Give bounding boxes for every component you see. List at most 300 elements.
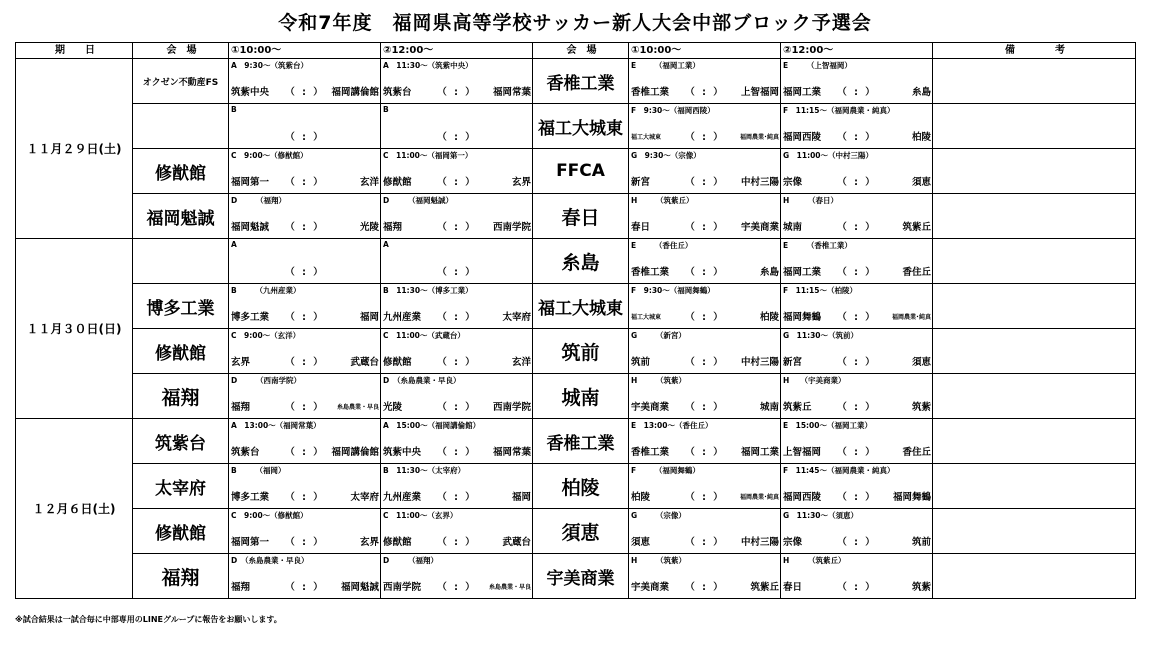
match-header: C 9:00～（修猷館）: [231, 511, 308, 520]
match-header: D （西南学院）: [231, 376, 301, 385]
home-team: 九州産業: [383, 312, 422, 323]
header-slot-3: ①10:00～: [629, 43, 781, 59]
match-header: A 13:00～（福岡常葉）: [231, 421, 321, 430]
venue-cell: 福翔: [133, 554, 229, 599]
match-line: [231, 444, 379, 458]
match-header: F 11:15～（柏陵）: [783, 286, 857, 295]
away-team: 福岡農業･純真: [891, 313, 931, 321]
match-header: D （糸島農業・早良）: [231, 556, 309, 565]
match-line: [231, 129, 379, 143]
match-cell: [629, 104, 781, 149]
home-team: 宇美商業: [631, 582, 670, 593]
home-team: 博多工業: [231, 492, 270, 503]
footer-note: ※試合結果は一試合毎に中部専用のLINEグループに報告をお願いします。: [15, 615, 282, 624]
match-cell: [781, 194, 933, 239]
venue-cell: 春日: [533, 194, 629, 239]
match-cell: [781, 419, 933, 464]
away-team: 武蔵台: [502, 537, 531, 548]
away-team: 玄界: [359, 537, 379, 548]
score-field[interactable]: （ : ）: [685, 177, 725, 188]
score-field[interactable]: （ : ）: [837, 87, 877, 98]
venue-cell: [133, 104, 229, 149]
home-team: 修猷館: [383, 537, 412, 548]
score-field[interactable]: （ : ）: [837, 267, 877, 278]
match-cell: [781, 284, 933, 329]
notes-cell[interactable]: [933, 194, 1136, 239]
score-field[interactable]: （ : ）: [437, 312, 477, 323]
match-line: [231, 579, 379, 593]
match-header: A 9:30～（筑紫台）: [231, 61, 308, 70]
score-field[interactable]: （ : ）: [285, 177, 325, 188]
match-header: H （宇美商業）: [783, 376, 846, 385]
venue-cell: 福工大城東: [533, 284, 629, 329]
away-team: 太宰府: [502, 312, 531, 323]
schedule-row: [16, 329, 1136, 374]
venue-cell: 福翔: [133, 374, 229, 419]
venue-cell: 筑紫台: [133, 419, 229, 464]
home-team: 香椎工業: [631, 87, 670, 98]
match-line: [631, 354, 779, 368]
score-field[interactable]: （ : ）: [285, 447, 325, 458]
match-header: F 11:15～（福岡農業・純真）: [783, 106, 895, 115]
score-field[interactable]: （ : ）: [685, 537, 725, 548]
home-team: 宗像: [783, 537, 803, 548]
header-slot-1: ①10:00～: [229, 43, 381, 59]
match-cell: [381, 419, 533, 464]
score-field[interactable]: （ : ）: [837, 537, 877, 548]
match-cell: [781, 554, 933, 599]
score-field[interactable]: （ : ）: [437, 357, 477, 368]
match-cell: [229, 374, 381, 419]
venue-cell: 宇美商業: [533, 554, 629, 599]
match-line: [783, 579, 931, 593]
date-cell: １１月３０日(日): [16, 239, 133, 419]
venue-cell: 修猷館: [133, 149, 229, 194]
home-team: 福岡第一: [231, 177, 270, 188]
match-line: [231, 399, 379, 413]
header-slot-2: ②12:00～: [381, 43, 533, 59]
match-line: [383, 579, 531, 593]
score-field[interactable]: （ : ）: [837, 357, 877, 368]
away-team: 須恵: [911, 177, 931, 188]
home-team: 宗像: [783, 177, 803, 188]
match-line: [231, 354, 379, 368]
notes-cell[interactable]: [933, 284, 1136, 329]
match-line: [631, 174, 779, 188]
venue-cell: 須恵: [533, 509, 629, 554]
away-team: 福岡舞鶴: [892, 492, 931, 503]
score-field[interactable]: （ : ）: [837, 312, 877, 323]
match-header: G （宗像）: [631, 511, 686, 520]
home-team: 修猷館: [383, 177, 412, 188]
score-field[interactable]: （ : ）: [685, 132, 725, 143]
match-cell: [629, 149, 781, 194]
home-team: 福翔: [383, 222, 403, 233]
score-field[interactable]: （ : ）: [837, 492, 877, 503]
home-team: 福岡工業: [783, 267, 822, 278]
score-field[interactable]: （ : ）: [837, 447, 877, 458]
match-cell: [229, 464, 381, 509]
away-team: 筑紫: [911, 582, 931, 593]
away-team: 福岡農業･純真: [739, 133, 779, 141]
score-field[interactable]: （ : ）: [685, 582, 725, 593]
score-field[interactable]: （ : ）: [285, 267, 325, 278]
match-cell: [629, 329, 781, 374]
away-team: 西南学院: [492, 222, 531, 233]
home-team: 筑紫台: [231, 447, 260, 458]
score-field[interactable]: （ : ）: [437, 222, 477, 233]
venue-cell: 福工大城東: [533, 104, 629, 149]
schedule-row: [16, 239, 1136, 284]
home-team: 春日: [631, 222, 651, 233]
score-field[interactable]: （ : ）: [285, 357, 325, 368]
schedule-row: [16, 554, 1136, 599]
venue-cell: 太宰府: [133, 464, 229, 509]
home-team: 玄界: [231, 357, 251, 368]
match-cell: [781, 59, 933, 104]
score-field[interactable]: （ : ）: [837, 582, 877, 593]
match-header: A 15:00～（福岡講倫館）: [383, 421, 481, 430]
match-header: H （筑紫丘）: [783, 556, 846, 565]
score-field[interactable]: （ : ）: [837, 177, 877, 188]
away-team: 中村三陽: [740, 357, 779, 368]
away-team: 柏陵: [759, 312, 779, 323]
venue-cell: 柏陵: [533, 464, 629, 509]
match-cell: [381, 374, 533, 419]
score-field[interactable]: （ : ）: [685, 222, 725, 233]
match-cell: [629, 194, 781, 239]
match-cell: [629, 419, 781, 464]
match-header: D （福翔）: [231, 196, 286, 205]
home-team: 福岡魁誠: [231, 222, 270, 233]
match-line: [783, 534, 931, 548]
venue-cell: 修猷館: [133, 329, 229, 374]
match-header: G 11:30～（筑前）: [783, 331, 859, 340]
notes-cell[interactable]: [933, 104, 1136, 149]
home-team: 宇美商業: [631, 402, 670, 413]
match-header: B: [383, 105, 389, 114]
home-team: 香椎工業: [631, 447, 670, 458]
match-line: [783, 174, 931, 188]
home-team: 福岡第一: [231, 537, 270, 548]
match-header: G 11:00～（中村三陽）: [783, 151, 874, 160]
away-team: 中村三陽: [740, 537, 779, 548]
match-cell: [229, 419, 381, 464]
notes-cell[interactable]: [933, 509, 1136, 554]
venue-cell: [133, 239, 229, 284]
score-field[interactable]: （ : ）: [285, 582, 325, 593]
match-cell: [781, 149, 933, 194]
score-field[interactable]: （ : ）: [685, 447, 725, 458]
score-field[interactable]: （ : ）: [837, 222, 877, 233]
away-team: 上智福岡: [740, 87, 779, 98]
match-header: E 13:00～（香住丘）: [631, 421, 713, 430]
match-header: C 11:00～（武蔵台）: [383, 331, 465, 340]
match-line: [631, 84, 779, 98]
away-team: 須恵: [911, 357, 931, 368]
match-line: [383, 219, 531, 233]
match-header: G （新宮）: [631, 331, 686, 340]
match-cell: [229, 329, 381, 374]
score-field[interactable]: （ : ）: [437, 87, 477, 98]
match-header: C 11:00～（玄界）: [383, 511, 458, 520]
away-team: 光陵: [359, 222, 379, 233]
notes-cell[interactable]: [933, 329, 1136, 374]
notes-cell[interactable]: [933, 554, 1136, 599]
away-team: 太宰府: [350, 492, 379, 503]
match-line: [383, 489, 531, 503]
notes-cell[interactable]: [933, 464, 1136, 509]
away-team: 柏陵: [911, 132, 931, 143]
notes-cell[interactable]: [933, 239, 1136, 284]
away-team: 香住丘: [902, 267, 931, 278]
home-team: 柏陵: [631, 492, 651, 503]
match-header: E （香椎工業）: [783, 241, 852, 250]
score-field[interactable]: （ : ）: [285, 222, 325, 233]
match-line: [231, 219, 379, 233]
schedule-row: [16, 464, 1136, 509]
schedule-row: [16, 104, 1136, 149]
match-header: F 11:45～（福岡農業・純真）: [783, 466, 895, 475]
match-line: [631, 579, 779, 593]
score-field[interactable]: （ : ）: [685, 87, 725, 98]
match-line: [783, 309, 931, 323]
match-line: [383, 444, 531, 458]
date-cell: １２月６日(土): [16, 419, 133, 599]
venue-cell: 香椎工業: [533, 419, 629, 464]
home-team: 博多工業: [231, 312, 270, 323]
score-field[interactable]: （ : ）: [685, 312, 725, 323]
match-cell: [229, 149, 381, 194]
away-team: 筑前: [911, 537, 931, 548]
match-header: C 11:00～（福岡第一）: [383, 151, 473, 160]
match-header: D （福翔）: [383, 556, 438, 565]
match-line: [383, 309, 531, 323]
match-cell: [629, 374, 781, 419]
venue-cell: 筑前: [533, 329, 629, 374]
venue-cell: 修猷館: [133, 509, 229, 554]
home-team: 筑紫台: [383, 87, 412, 98]
score-field[interactable]: （ : ）: [285, 402, 325, 413]
home-team: 筑紫中央: [383, 447, 422, 458]
match-line: [631, 129, 779, 143]
away-team: 筑紫丘: [750, 582, 779, 593]
match-line: [383, 264, 531, 278]
match-line: [231, 534, 379, 548]
match-cell: [781, 464, 933, 509]
home-team: 福岡舞鶴: [783, 312, 822, 323]
match-cell: [229, 194, 381, 239]
score-field[interactable]: （ : ）: [437, 177, 477, 188]
score-field[interactable]: （ : ）: [437, 582, 477, 593]
score-field[interactable]: （ : ）: [437, 132, 477, 143]
schedule-table: [15, 42, 1136, 599]
score-field[interactable]: （ : ）: [285, 132, 325, 143]
away-team: 福岡常葉: [492, 87, 531, 98]
away-team: 香住丘: [902, 447, 931, 458]
away-team: 福岡: [511, 492, 531, 503]
match-line: [231, 309, 379, 323]
home-team: 春日: [783, 582, 803, 593]
match-header: H （春日）: [783, 196, 839, 205]
schedule-row: [16, 194, 1136, 239]
score-field[interactable]: （ : ）: [285, 312, 325, 323]
schedule-row: [16, 149, 1136, 194]
match-line: [383, 174, 531, 188]
header-venue-1: 会 場: [133, 43, 229, 59]
home-team: 修猷館: [383, 357, 412, 368]
match-cell: [229, 509, 381, 554]
match-header: A: [383, 240, 389, 249]
away-team: 玄界: [511, 177, 531, 188]
away-team: 糸島: [911, 87, 931, 98]
match-cell: [381, 149, 533, 194]
match-header: H （筑紫）: [631, 556, 687, 565]
venue-cell: 香椎工業: [533, 59, 629, 104]
match-cell: [781, 104, 933, 149]
match-cell: [381, 194, 533, 239]
match-header: G 11:30～（須恵）: [783, 511, 859, 520]
header-venue-2: 会 場: [533, 43, 629, 59]
away-team: 福岡講倫館: [331, 87, 379, 98]
match-line: [383, 534, 531, 548]
away-team: 中村三陽: [740, 177, 779, 188]
match-cell: [229, 59, 381, 104]
away-team: 玄洋: [511, 357, 531, 368]
match-cell: [229, 104, 381, 149]
venue-cell: 城南: [533, 374, 629, 419]
score-field[interactable]: （ : ）: [437, 267, 477, 278]
match-cell: [229, 239, 381, 284]
score-field[interactable]: （ : ）: [685, 357, 725, 368]
notes-cell[interactable]: [933, 149, 1136, 194]
match-header: H （筑紫丘）: [631, 196, 694, 205]
score-field[interactable]: （ : ）: [837, 402, 877, 413]
schedule-row: [16, 59, 1136, 104]
header-notes: 備 考: [933, 43, 1136, 59]
match-line: [783, 399, 931, 413]
match-header: C 9:00～（玄洋）: [231, 331, 301, 340]
match-cell: [781, 239, 933, 284]
match-cell: [629, 59, 781, 104]
match-header: F （福岡舞鶴）: [631, 466, 700, 475]
away-team: 筑紫: [911, 402, 931, 413]
score-field[interactable]: （ : ）: [437, 447, 477, 458]
match-cell: [381, 59, 533, 104]
match-cell: [381, 509, 533, 554]
match-cell: [629, 239, 781, 284]
match-line: [631, 534, 779, 548]
match-line: [783, 264, 931, 278]
match-header: F 9:30～（福岡舞鶴）: [631, 286, 715, 295]
match-cell: [629, 509, 781, 554]
score-field[interactable]: （ : ）: [437, 537, 477, 548]
away-team: 筑紫丘: [902, 222, 931, 233]
date-cell: １１月２９日(土): [16, 59, 133, 239]
away-team: 福岡工業: [740, 447, 779, 458]
match-header: B 11:30～（太宰府）: [383, 466, 466, 475]
score-field[interactable]: （ : ）: [437, 492, 477, 503]
notes-cell[interactable]: [933, 374, 1136, 419]
match-line: [783, 489, 931, 503]
schedule-row: [16, 419, 1136, 464]
match-header: H （筑紫）: [631, 376, 687, 385]
match-line: [631, 219, 779, 233]
home-team: 福工大城東: [631, 133, 662, 141]
match-line: [383, 129, 531, 143]
away-team: 福岡魁誠: [340, 582, 379, 593]
match-header: B: [231, 105, 237, 114]
home-team: 新宮: [631, 177, 651, 188]
match-header: B （九州産業）: [231, 286, 301, 295]
away-team: 玄洋: [359, 177, 379, 188]
home-team: 須恵: [631, 537, 651, 548]
score-field[interactable]: （ : ）: [685, 402, 725, 413]
match-cell: [781, 509, 933, 554]
venue-cell: 博多工業: [133, 284, 229, 329]
match-line: [631, 309, 779, 323]
header-row: [16, 43, 1136, 59]
venue-cell: FFCA: [533, 149, 629, 194]
score-field[interactable]: （ : ）: [285, 492, 325, 503]
header-date: 期 日: [16, 43, 133, 59]
match-line: [231, 174, 379, 188]
schedule-row: [16, 509, 1136, 554]
away-team: 糸島: [759, 267, 779, 278]
score-field[interactable]: （ : ）: [437, 402, 477, 413]
home-team: 筑紫丘: [783, 402, 812, 413]
match-cell: [381, 104, 533, 149]
match-header: A: [231, 240, 237, 249]
notes-cell[interactable]: [933, 419, 1136, 464]
away-team: 武蔵台: [350, 357, 379, 368]
match-line: [631, 264, 779, 278]
venue-cell: オクゼン不動産FS: [133, 59, 229, 104]
match-line: [231, 489, 379, 503]
score-field[interactable]: （ : ）: [285, 87, 325, 98]
match-cell: [629, 284, 781, 329]
match-header: F 9:30～（福岡西陵）: [631, 106, 715, 115]
home-team: 福岡西陵: [783, 492, 822, 503]
page-title: 令和7年度 福岡県高等学校サッカー新人大会中部ブロック予選会: [278, 12, 872, 34]
score-field[interactable]: （ : ）: [837, 132, 877, 143]
match-header: E 15:00～（福岡工業）: [783, 421, 872, 430]
home-team: 筑紫中央: [231, 87, 270, 98]
away-team: 糸島農業・早良: [488, 583, 531, 591]
match-cell: [781, 374, 933, 419]
match-line: [383, 399, 531, 413]
away-team: 西南学院: [492, 402, 531, 413]
match-header: D （糸島農業・早良）: [383, 376, 461, 385]
venue-cell: 福岡魁誠: [133, 194, 229, 239]
away-team: 宇美商業: [740, 222, 779, 233]
match-header: G 9:30～（宗像）: [631, 151, 701, 160]
home-team: 新宮: [783, 357, 803, 368]
score-field[interactable]: （ : ）: [685, 492, 725, 503]
home-team: 福工大城東: [631, 313, 662, 321]
score-field[interactable]: （ : ）: [285, 537, 325, 548]
home-team: 上智福岡: [783, 447, 822, 458]
schedule-row: [16, 284, 1136, 329]
venue-cell: 糸島: [533, 239, 629, 284]
home-team: 福岡工業: [783, 87, 822, 98]
match-cell: [629, 554, 781, 599]
match-cell: [229, 554, 381, 599]
notes-cell[interactable]: [933, 59, 1136, 104]
home-team: 光陵: [383, 402, 403, 413]
score-field[interactable]: （ : ）: [685, 267, 725, 278]
match-line: [383, 354, 531, 368]
